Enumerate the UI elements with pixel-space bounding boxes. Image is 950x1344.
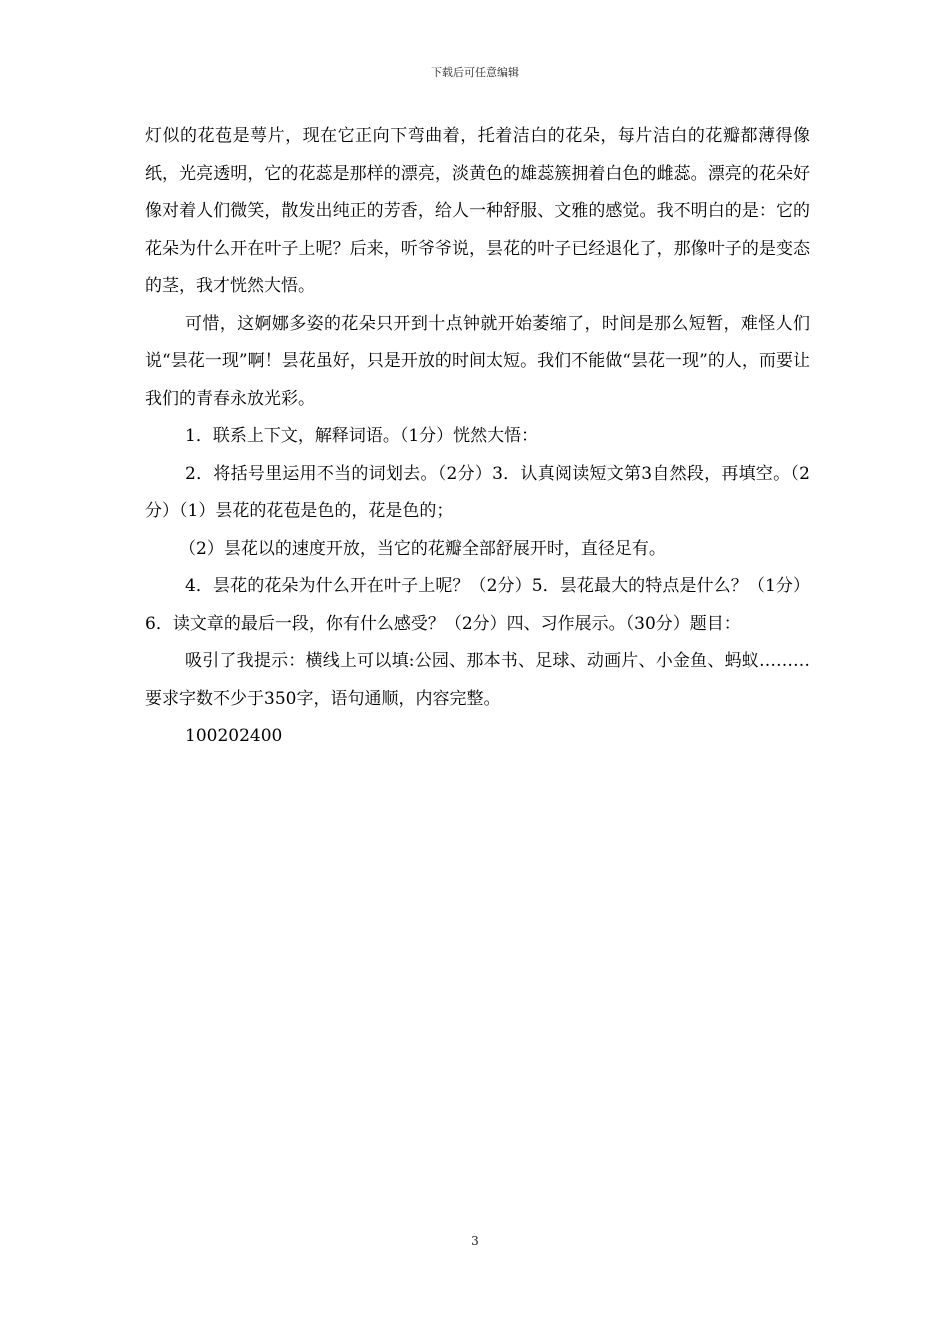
code-number: 100202400 — [185, 726, 283, 746]
question-3-part-2: （2）昙花以的速度开放，当它的花瓣全部舒展开时，直径足有。 — [179, 538, 666, 559]
writing-prompt: 吸引了我提示：横线上可以填:公园、那本书、足球、动画片、小金鱼、蚂蚁………要求字数不少于350字，语句通顺，内容完整。 — [145, 651, 810, 709]
question-1: 1．联系上下文，解释词语。（1分）恍然大悟： — [185, 426, 539, 446]
page-header: 下载后可任意编辑 — [431, 66, 519, 79]
page-number: 3 — [471, 1234, 479, 1248]
question-4-6: 4．昙花的花朵为什么开在叶子上呢？（2分）5．昙花最大的特点是什么？（1分）6．读文章的最后一段，你有什么感受？（2分）四、习作展示。（30分）题目： — [145, 576, 810, 634]
paragraph-flower-description: 灯似的花苞是萼片，现在它正向下弯曲着，托着洁白的花朵，每片洁白的花瓣都薄得像纸，光亮透明，它的花蕊是那样的漂亮，淡黄色的雄蕊簇拥着白色的雌蕊。漂亮的花朵好像对着人们微笑，散发出纯正的芳香，给人一种舒服、文雅的感觉。我不明白的是：它的花朵为什么开在叶子上呢？后来，听爷爷说，昙花的叶子已经退化了，那像叶子的是变态的茎，我才恍然大悟。 — [145, 126, 810, 296]
document-body — [145, 118, 810, 756]
question-2-3: 2．将括号里运用不当的词划去。（2分）3．认真阅读短文第3自然段，再填空。（2分）（1）昙花的花苞是色的，花是色的； — [145, 463, 810, 521]
paragraph-conclusion: 可惜，这婀娜多姿的花朵只开到十点钟就开始萎缩了，时间是那么短暂，难怪人们说“昙花一现”啊！昙花虽好，只是开放的时间太短。我们不能做“昙花一现”的人，而要让我们的青春永放光彩。 — [145, 313, 810, 409]
